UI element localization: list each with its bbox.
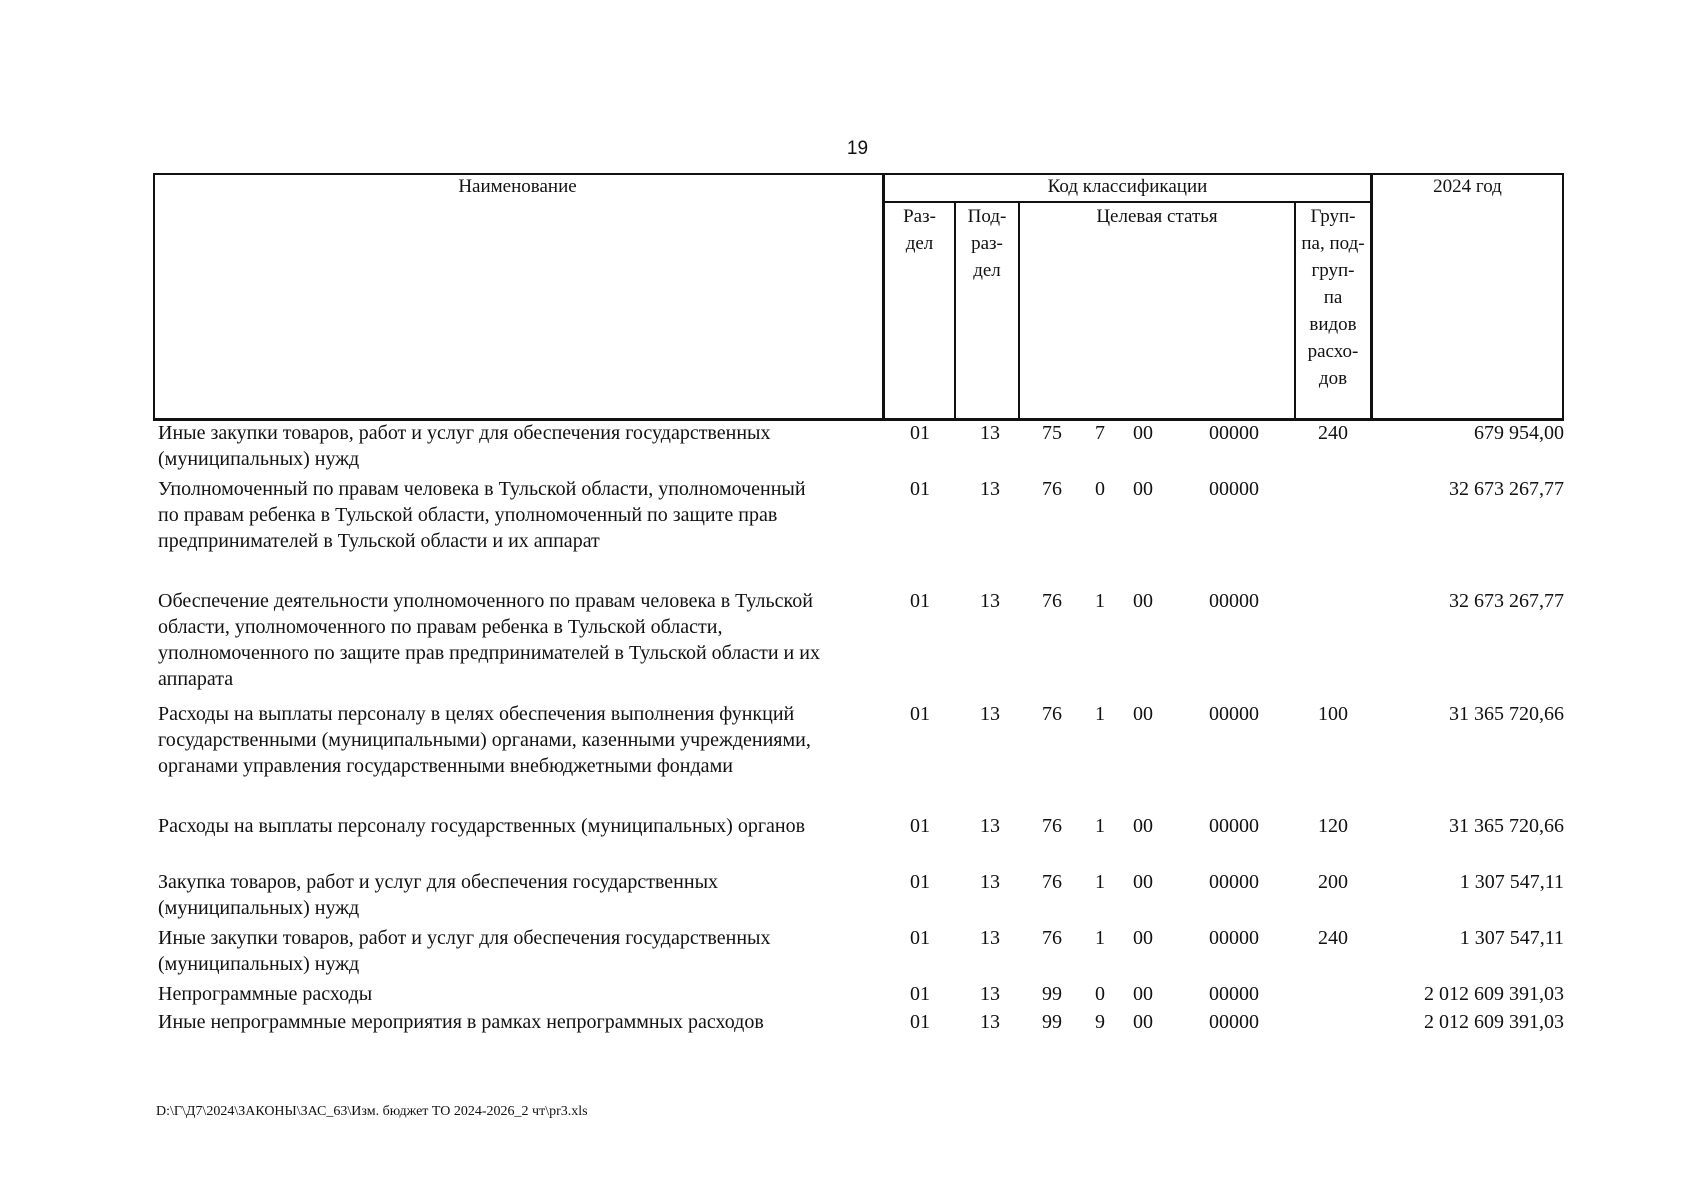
row-cs4: 00000: [1209, 815, 1259, 837]
row-cs3: 00: [1133, 590, 1153, 612]
header-target-article: Целевая статья: [1096, 206, 1218, 227]
row-cs4: 00000: [1209, 871, 1259, 893]
row-cs3: 00: [1133, 703, 1153, 725]
row-name: Закупка товаров, работ и услуг для обеспечения государственных (муниципальных) нужд: [158, 871, 719, 919]
row-cs3: 00: [1133, 815, 1153, 837]
row-cs1: 75: [1042, 422, 1062, 444]
divider: [1018, 202, 1020, 421]
header-classification: Код классификации: [1047, 176, 1208, 197]
row-razdel: 01: [910, 871, 930, 893]
row-group: 100: [1318, 703, 1348, 725]
row-group: 240: [1318, 927, 1348, 949]
row-group: 120: [1318, 815, 1348, 837]
row-amount: 2 012 609 391,03: [1424, 1011, 1564, 1033]
row-group: 240: [1318, 422, 1348, 444]
row-cs3: 00: [1133, 422, 1153, 444]
row-razdel: 01: [910, 703, 930, 725]
row-podrazdel: 13: [980, 1011, 1000, 1033]
row-amount: 31 365 720,66: [1449, 815, 1564, 837]
row-razdel: 01: [910, 815, 930, 837]
row-cs3: 00: [1133, 983, 1153, 1005]
row-cs3: 00: [1133, 1011, 1153, 1033]
row-amount: 679 954,00: [1474, 422, 1564, 444]
row-cs3: 00: [1133, 871, 1153, 893]
row-cs4: 00000: [1209, 590, 1259, 612]
row-razdel: 01: [910, 927, 930, 949]
file-path-footer: D:\Г\Д7\2024\ЗАКОНЫ\ЗАС_63\Изм. бюджет ТО 2024-2026_2 чт\pr3.xls: [156, 1104, 588, 1119]
row-amount: 32 673 267,77: [1449, 590, 1564, 612]
row-podrazdel: 13: [980, 983, 1000, 1005]
row-cs1: 76: [1042, 871, 1062, 893]
row-cs2: 1: [1095, 927, 1105, 949]
row-amount: 32 673 267,77: [1449, 478, 1564, 500]
header-name: Наименование: [458, 176, 577, 197]
row-cs1: 76: [1042, 478, 1062, 500]
row-name: Иные непрограммные мероприятия в рамках непрограммных расходов: [158, 1011, 764, 1033]
row-razdel: 01: [910, 1011, 930, 1033]
row-cs4: 00000: [1209, 422, 1259, 444]
row-podrazdel: 13: [980, 871, 1000, 893]
row-amount: 1 307 547,11: [1459, 871, 1564, 893]
row-cs2: 9: [1095, 1011, 1105, 1033]
row-name: Непрограммные расходы: [158, 983, 373, 1005]
row-name: Иные закупки товаров, работ и услуг для обеспечения государственных (муниципальных) нужд: [158, 927, 771, 975]
row-cs1: 99: [1042, 983, 1062, 1005]
row-podrazdel: 13: [980, 478, 1000, 500]
row-amount: 2 012 609 391,03: [1424, 983, 1564, 1005]
header-section: Раз- дел: [903, 206, 936, 254]
row-razdel: 01: [910, 422, 930, 444]
row-cs1: 99: [1042, 1011, 1062, 1033]
row-group: 200: [1318, 871, 1348, 893]
row-name: Расходы на выплаты персоналу государственных (муниципальных) органов: [158, 815, 806, 837]
header-year: 2024 год: [1433, 176, 1502, 197]
row-cs1: 76: [1042, 815, 1062, 837]
header-group: Груп- па, под- груп- па видов расхо- дов: [1301, 206, 1365, 389]
row-podrazdel: 13: [980, 422, 1000, 444]
row-cs2: 1: [1095, 703, 1105, 725]
row-cs4: 00000: [1209, 927, 1259, 949]
divider: [1370, 173, 1373, 421]
row-cs2: 1: [1095, 590, 1105, 612]
row-podrazdel: 13: [980, 815, 1000, 837]
row-cs3: 00: [1133, 927, 1153, 949]
table-header: [153, 173, 1564, 421]
row-cs4: 00000: [1209, 703, 1259, 725]
row-cs4: 00000: [1209, 478, 1259, 500]
row-name: Иные закупки товаров, работ и услуг для обеспечения государственных (муниципальных) нужд: [158, 422, 771, 470]
row-amount: 31 365 720,66: [1449, 703, 1564, 725]
row-cs2: 0: [1095, 478, 1105, 500]
row-cs2: 1: [1095, 871, 1105, 893]
row-cs1: 76: [1042, 927, 1062, 949]
row-razdel: 01: [910, 983, 930, 1005]
row-cs2: 7: [1095, 422, 1105, 444]
row-name: Обеспечение деятельности уполномоченного по правам человека в Тульской области, уполномоченного по правам ребенка в Тульской области, уполномоченного по защите прав предпринимателей в Тульской области и их аппарата: [158, 590, 820, 690]
row-razdel: 01: [910, 590, 930, 612]
row-cs1: 76: [1042, 703, 1062, 725]
row-razdel: 01: [910, 478, 930, 500]
row-cs1: 76: [1042, 590, 1062, 612]
row-podrazdel: 13: [980, 927, 1000, 949]
row-name: Уполномоченный по правам человека в Тульской области, уполномоченный по правам ребенка в Тульской области, уполномоченный по защите прав предпринимателей в Тульской области и их аппарат: [158, 478, 806, 552]
row-cs4: 00000: [1209, 983, 1259, 1005]
row-cs3: 00: [1133, 478, 1153, 500]
row-cs2: 1: [1095, 815, 1105, 837]
row-podrazdel: 13: [980, 590, 1000, 612]
row-cs4: 00000: [1209, 1011, 1259, 1033]
row-name: Расходы на выплаты персоналу в целях обеспечения выполнения функций государственными (муниципальными) органами, казенными учреждениями, органами управления государственными внебюджетными фондами: [158, 703, 811, 777]
header-subsection: Под- раз- дел: [967, 206, 1007, 281]
row-amount: 1 307 547,11: [1459, 927, 1564, 949]
row-podrazdel: 13: [980, 703, 1000, 725]
page-number: 19: [846, 138, 869, 159]
row-cs2: 0: [1095, 983, 1105, 1005]
